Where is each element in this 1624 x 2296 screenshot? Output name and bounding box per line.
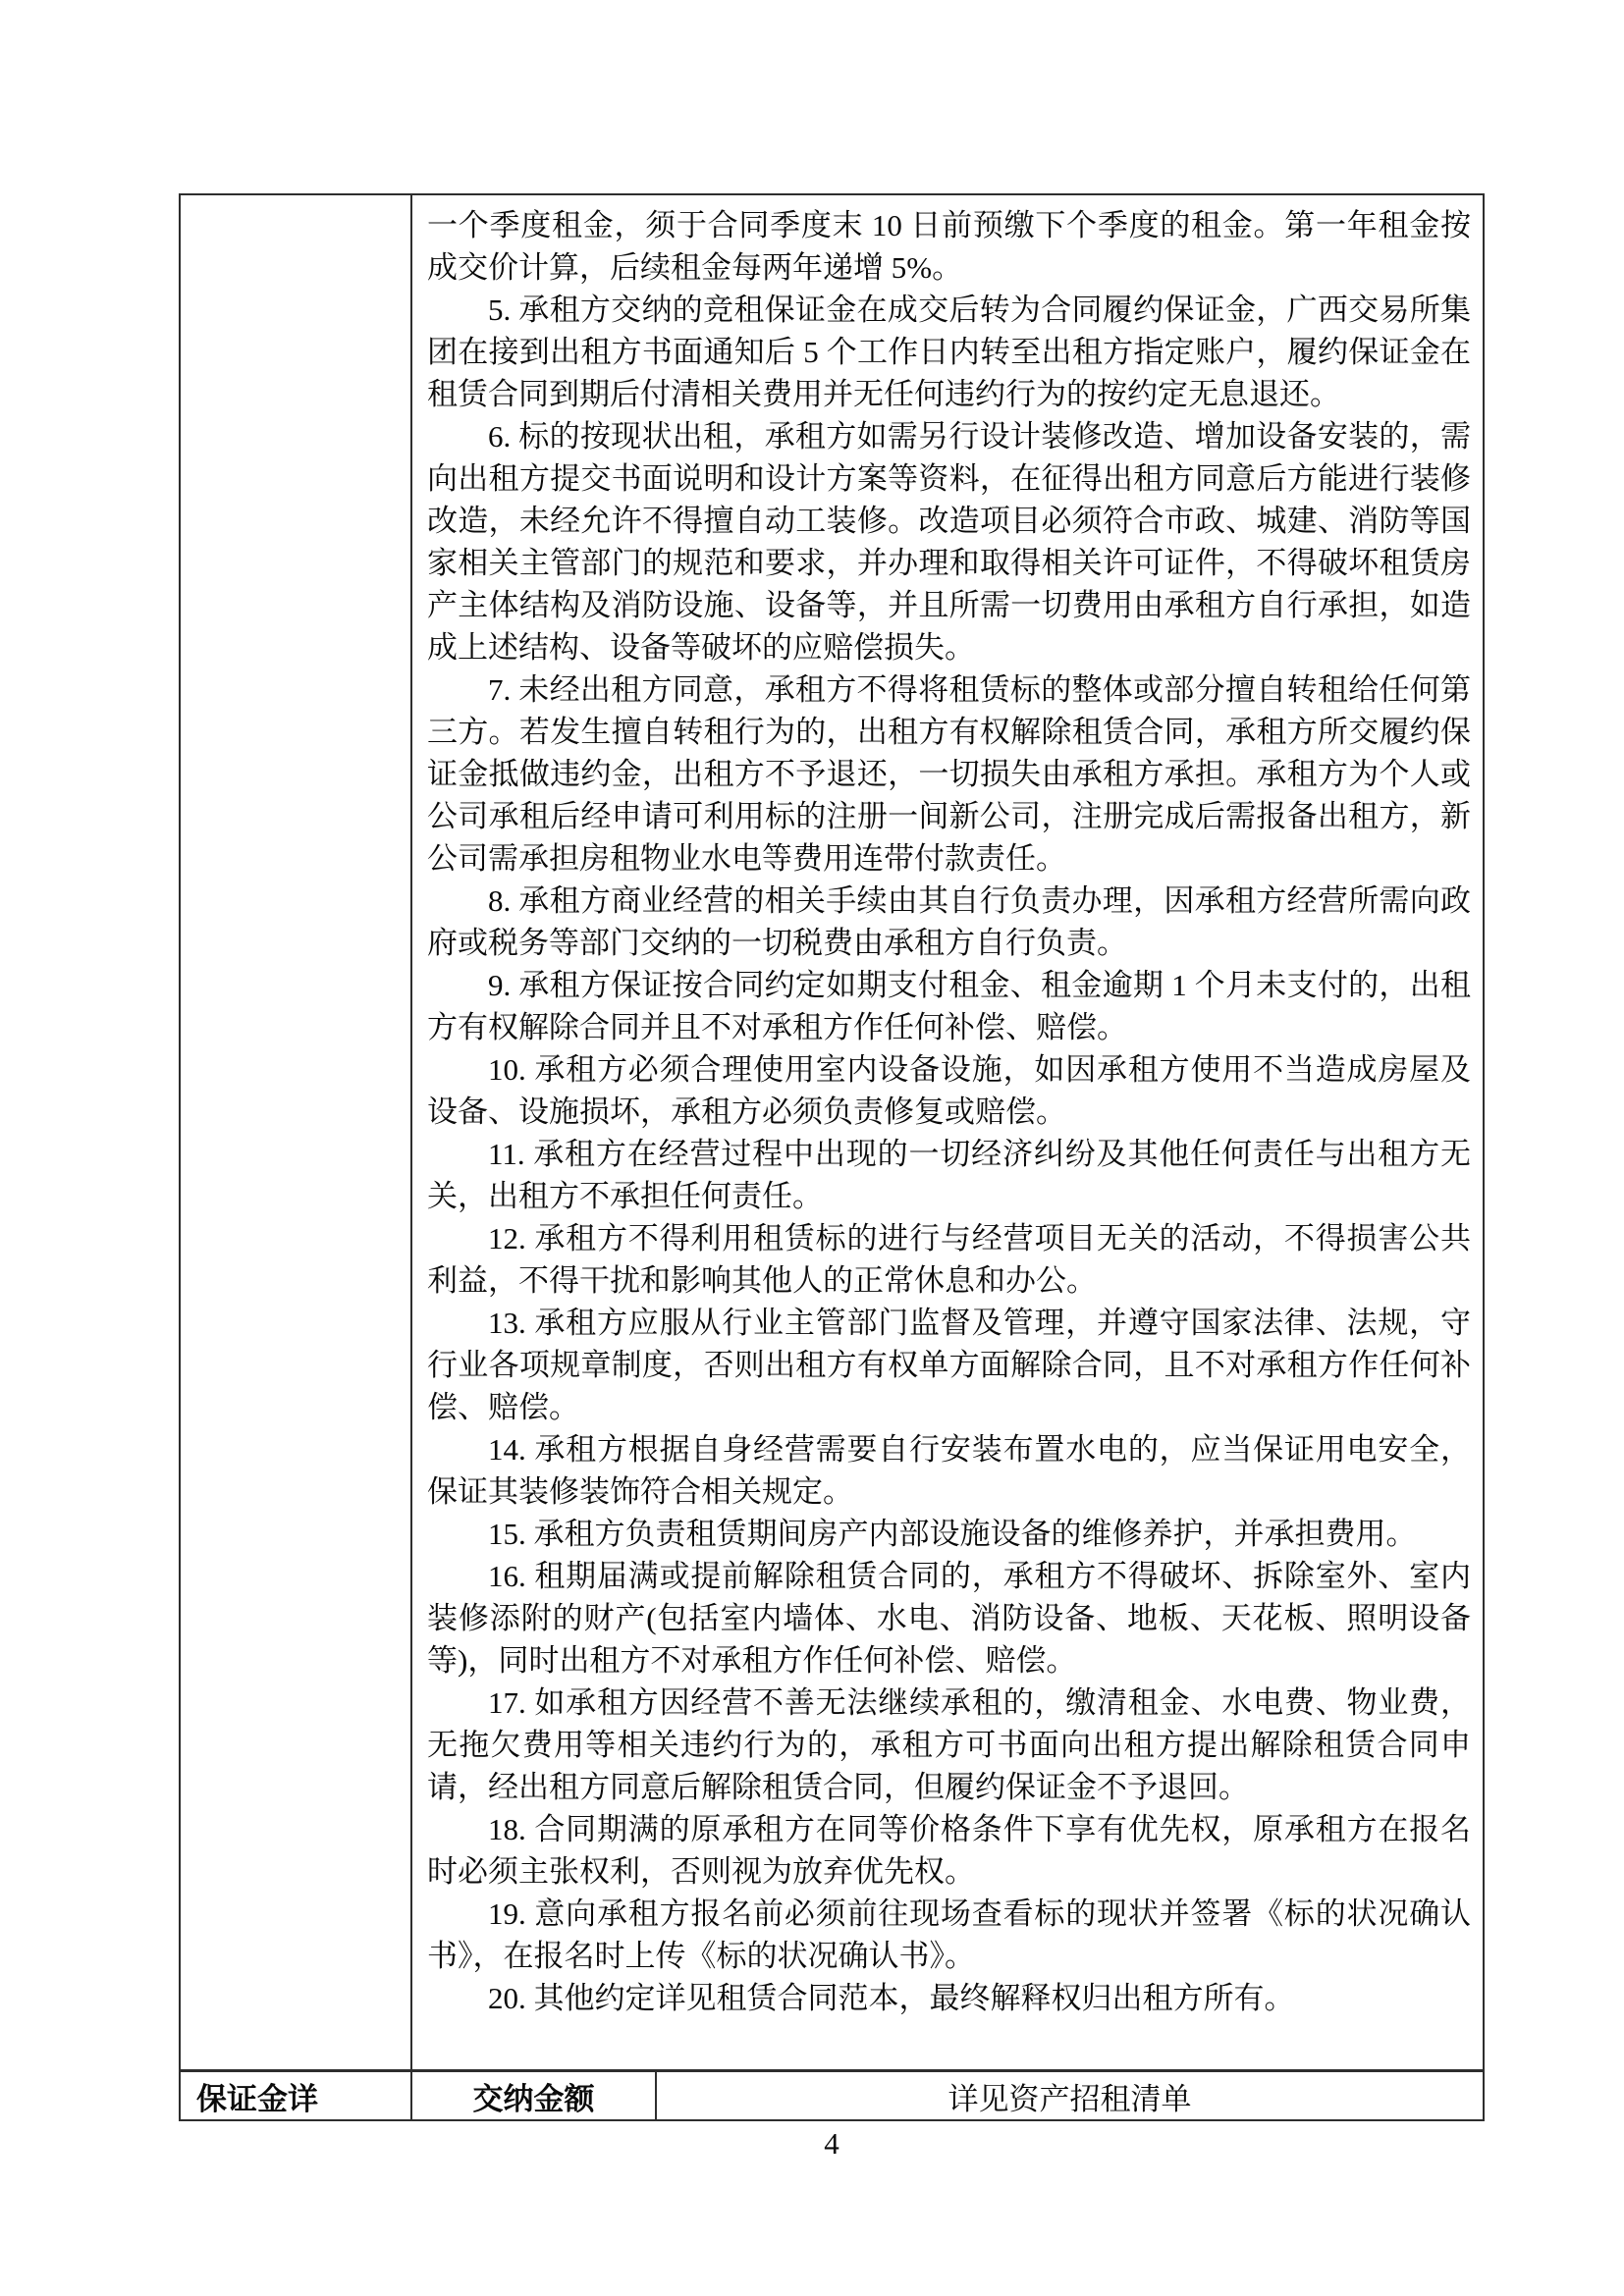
payment-amount-value: 详见资产招租清单 (947, 2081, 1192, 2116)
clause-paragraph: 20. 其他约定详见租赁合同范本，最终解释权归出租方所有。 (488, 1981, 1295, 2015)
payment-amount-header-cell (412, 2072, 657, 2119)
table-row-deposit (179, 2069, 1485, 2121)
table-cell-terms-text (412, 195, 1483, 2069)
clause-paragraph: 17. 如承租方因经营不善无法继续承租的，缴清租金、水电费、物业费，无拖欠费用等相关违约行为的，承租方可书面向出租方提出解除租赁合同申请，经出租方同意后解除租赁合同，但履约保证金不予退回。 (427, 1685, 1471, 1804)
clause-paragraph: 6. 标的按现状出租，承租方如需另行设计装修改造、增加设备安装的，需向出租方提交书面说明和设计方案等资料，在征得出租方同意后方能进行装修改造，未经允许不得擅自动工装修。改造项目必须符合市政、城建、消防等国家相关主管部门的规范和要求，并办理和取得相关许可证件，不得破坏租赁房产主体结构及消防设施、设备等，并且所需一切费用由承租方自行承担，如造成上述结构、设备等破坏的应赔偿损失。 (427, 419, 1471, 665)
payment-amount-header: 交纳金额 (472, 2081, 595, 2116)
clause-paragraph: 16. 租期届满或提前解除租赁合同的，承租方不得破坏、拆除室外、室内装修添附的财产(包括室内墙体、水电、消防设备、地板、天花板、照明设备等)，同时出租方不对承租方作任何补偿、赔偿。 (427, 1559, 1471, 1678)
clause-paragraph: 14. 承租方根据自身经营需要自行安装布置水电的，应当保证用电安全，保证其装修装饰符合相关规定。 (427, 1432, 1471, 1509)
clause-paragraph: 10. 承租方必须合理使用室内设备设施，如因承租方使用不当造成房屋及设备、设施损坏，承租方必须负责修复或赔偿。 (427, 1052, 1471, 1129)
clause-paragraph: 13. 承租方应服从行业主管部门监督及管理，并遵守国家法律、法规，守行业各项规章制度，否则出租方有权单方面解除合同，且不对承租方作任何补偿、赔偿。 (427, 1306, 1471, 1424)
clauses-list (427, 204, 1471, 2019)
deposit-row-label: 保证金详 (196, 2081, 318, 2116)
page-number: 4 (824, 2126, 839, 2161)
clause-paragraph: 7. 未经出租方同意，承租方不得将租赁标的整体或部分擅自转租给任何第三方。若发生擅自转租行为的，出租方有权解除租赁合同，承租方所交履约保证金抵做违约金，出租方不予退还，一切损失由承租方承担。承租方为个人或公司承租后经申请可利用标的注册一间新公司，注册完成后需报备出租方，新公司需承担房租物业水电等费用连带付款责任。 (427, 672, 1471, 876)
deposit-row-label-cell (181, 2072, 412, 2119)
clause-paragraph: 一个季度租金，须于合同季度末 10 日前预缴下个季度的租金。第一年租金按成交价计算，后续租金每两年递增 5%。 (427, 208, 1471, 285)
clause-paragraph: 9. 承租方保证按合同约定如期支付租金、租金逾期 1 个月未支付的，出租方有权解除合同并且不对承租方作任何补偿、赔偿。 (427, 968, 1471, 1044)
table-row-terms (179, 193, 1485, 2069)
clause-paragraph: 18. 合同期满的原承租方在同等价格条件下享有优先权，原承租方在报名时必须主张权利，否则视为放弃优先权。 (427, 1812, 1471, 1889)
contract-terms-table (179, 193, 1485, 2121)
payment-amount-value-cell (657, 2072, 1483, 2119)
clause-paragraph: 12. 承租方不得利用租赁标的进行与经营项目无关的活动，不得损害公共利益，不得干扰和影响其他人的正常休息和办公。 (427, 1221, 1471, 1298)
table-cell-row-label-empty (181, 195, 412, 2069)
clause-paragraph: 11. 承租方在经营过程中出现的一切经济纠纷及其他任何责任与出租方无关，出租方不承担任何责任。 (427, 1137, 1471, 1213)
clause-paragraph: 8. 承租方商业经营的相关手续由其自行负责办理，因承租方经营所需向政府或税务等部门交纳的一切税费由承租方自行负责。 (427, 883, 1471, 960)
clause-paragraph: 19. 意向承租方报名前必须前往现场查看标的现状并签署《标的状况确认书》，在报名时上传《标的状况确认书》。 (427, 1896, 1471, 1973)
clause-paragraph: 5. 承租方交纳的竞租保证金在成交后转为合同履约保证金，广西交易所集团在接到出租方书面通知后 5 个工作日内转至出租方指定账户，履约保证金在租赁合同到期后付清相关费用并无任何违约行为的按约定无息退还。 (427, 293, 1471, 411)
clause-paragraph: 15. 承租方负责租赁期间房产内部设施设备的维修养护，并承担费用。 (488, 1517, 1417, 1551)
